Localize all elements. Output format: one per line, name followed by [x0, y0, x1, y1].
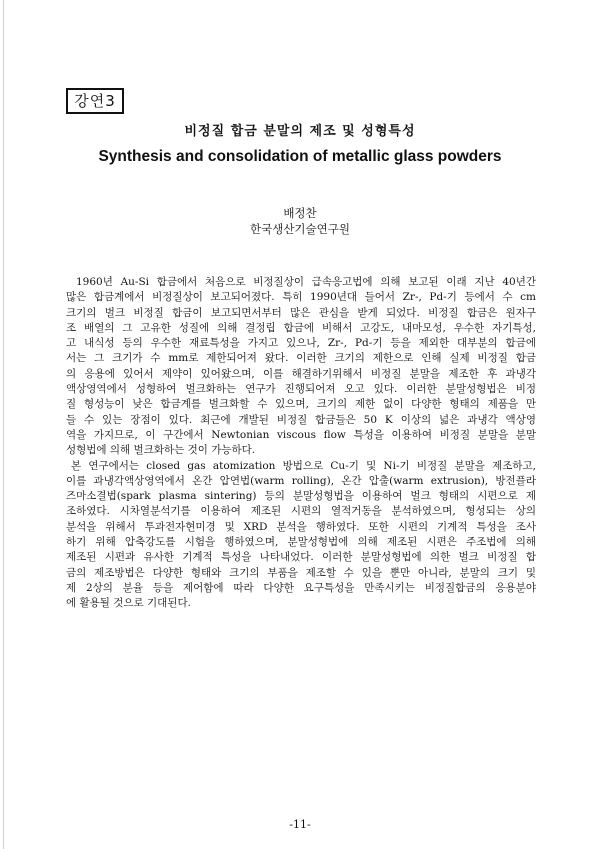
text-line: 하기 위해 압축강도를 시험을 행하였으며, 분말성형법에 의해 제조된 시편은 주조법에 의해 — [66, 536, 536, 549]
text-line: 들 수 있는 장점이 있다. 최근에 개발된 비정질 합금들은 50 K 이상의 넓은 과냉각 액상영 — [66, 413, 536, 426]
abstract-body — [66, 275, 536, 612]
text-line: 액상영역에서 성형하여 벌크화하는 연구가 진행되어져 오고 있다. 이러한 분말성형법은 비정 — [66, 383, 536, 396]
text-line: 분석을 위해서 투과전자현미경 및 XRD 분석을 행하였다. 또한 시편의 기계적 특성을 조사 — [66, 520, 536, 533]
text-line: 제조된 시편과 유사한 기계적 특성을 나타내었다. 이러한 분말성형법에 의한 벌크 비정질 합 — [66, 551, 536, 564]
korean-title: 비정질 합금 분말의 제조 및 성형특성 — [184, 124, 416, 139]
page-number: -11- — [289, 818, 311, 831]
text-line: 본 연구에서는 closed gas atomization 방법으로 Cu-기 및 Ni-기 비정질 분말을 제조하고, — [71, 459, 536, 472]
text-line: 의 응용에 있어서 제약이 있어왔으며, 이를 해결하기위해서 비정질 분말을 제조한 후 과냉각 — [66, 367, 536, 380]
text-line: 에 활용될 것으로 기대된다. — [66, 597, 191, 610]
text-line: 질 형성능이 낮은 합금계를 벌크화할 수 있으며, 크기의 제한 없이 다양한 형태의 제품을 만 — [66, 398, 536, 411]
author-name: 배정찬 — [283, 206, 317, 220]
text-line: 많은 합금계에서 비정질상이 보고되어졌다. 특히 1990년대 들어서 Zr-, Pd-기 등에서 수 cm — [66, 291, 536, 304]
paragraph-1 — [66, 275, 536, 459]
text-line: 서는 그 크기가 수 mm로 제한되어져 왔다. 이러한 크기의 제한으로 인해 실제 비정질 합금 — [66, 352, 536, 365]
text-line: 1960년 Au-Si 합금에서 처음으로 비정질상이 급속응고법에 의해 보고된 이래 지난 40년간 — [76, 276, 536, 288]
text-line: 이를 과냉각액상영역에서 온간 압연법(warm rolling), 온간 압출(warm extrusion), 방전플라 — [66, 474, 536, 487]
text-line: 성형법에 의해 벌크화하는 것이 가능하다. — [66, 444, 256, 457]
text-line: 고 내식성 등의 우수한 재료특성을 가지고 있으나, Zr-, Pd-기 등을 제외한 대부분의 합금에 — [66, 337, 536, 350]
paragraph-2 — [66, 459, 536, 612]
text-line: 즈마소결법(spark plasma sintering) 등의 분말성형법을 이용하여 벌크 형태의 시편으로 제 — [66, 490, 536, 503]
session-label: 강연3 — [74, 92, 116, 110]
text-line: 조하였다. 시차열분석기를 이용하여 제조된 시편의 열적거동을 분석하였으며, 형성되는 상의 — [66, 505, 536, 518]
text-line: 금의 제조방법은 다양한 형태와 크기의 부품을 제조할 수 있을 뿐만 아니라, 분말의 크기 및 — [66, 566, 536, 579]
text-line: 역을 가지므로, 이 구간에서 Newtonian viscous flow 특성을 이용하여 비정질 분말을 분말 — [66, 428, 536, 441]
session-label-box — [66, 88, 124, 114]
text-line: 크기의 벌크 비정질 합금이 보고되면서부터 많은 관심을 받게 되었다. 비정질 합금은 원자구 — [66, 306, 536, 319]
english-title: Synthesis and consolidation of metallic glass powders — [98, 148, 502, 165]
author-affiliation: 한국생산기술연구원 — [250, 222, 350, 236]
text-line: 제 2상의 분율 등을 제어함에 따라 다양한 요구특성을 만족시키는 비정질합금의 응용분야 — [66, 581, 536, 594]
text-line: 조 배열의 그 고유한 성질에 의해 결정립 합금에 비해서 고강도, 내마모성, 우수한 자기특성, — [66, 321, 536, 334]
